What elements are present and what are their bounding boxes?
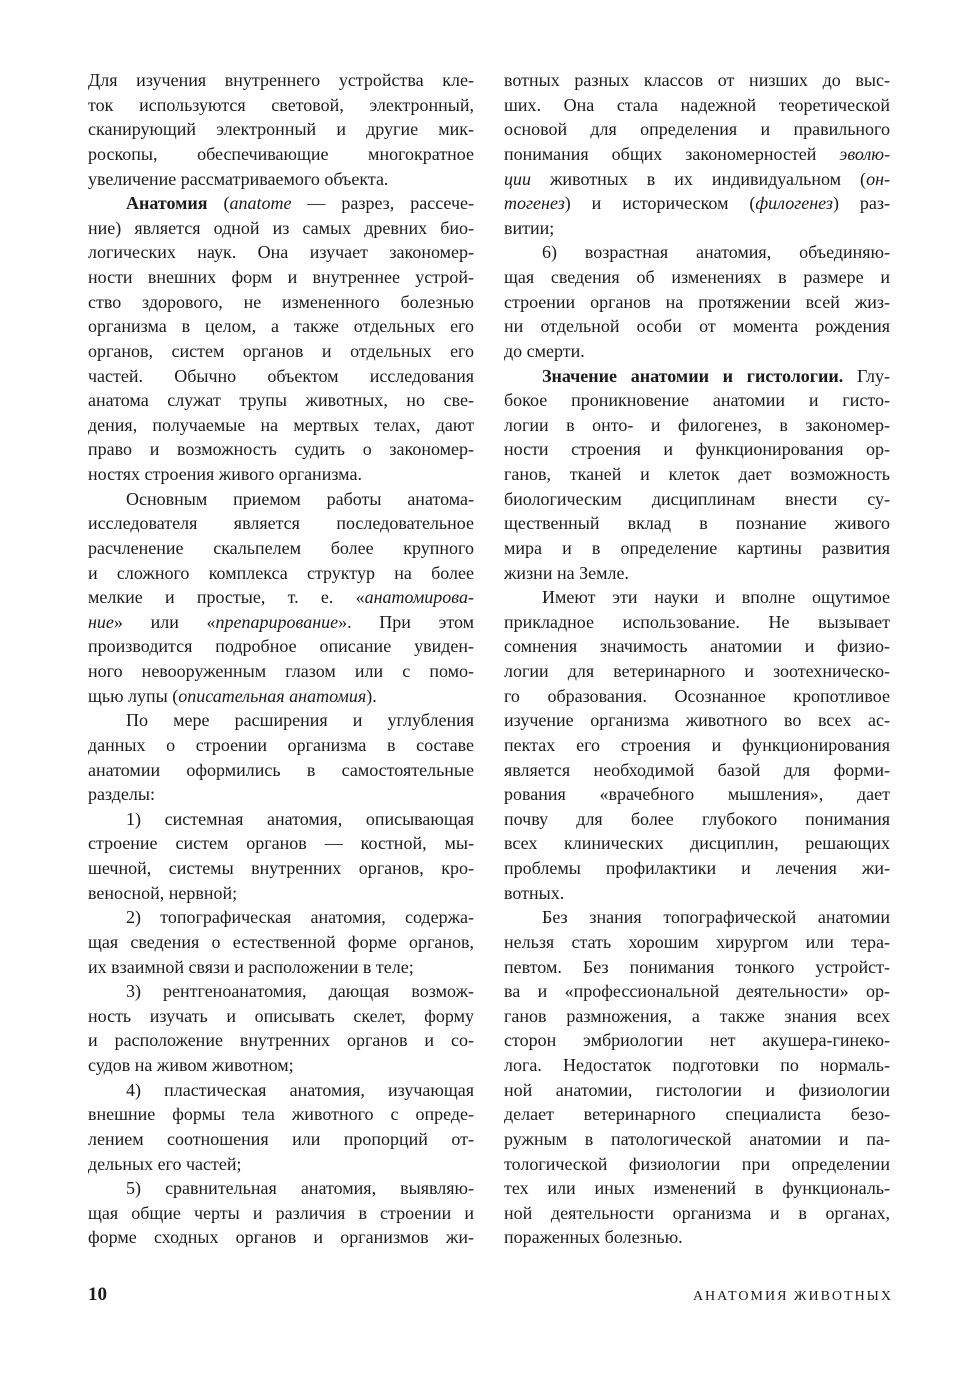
text-run: данных о строении организма в составе [88, 734, 474, 755]
text-line [88, 437, 474, 462]
text-run: По мере расширения и углубления [126, 710, 474, 731]
text-run: до смерти. [504, 340, 585, 361]
text-run: право и возможность судить о закономер- [88, 439, 474, 460]
text-run: роскопы, обеспечивающие многократное [88, 143, 474, 164]
text-line [88, 240, 474, 265]
text-run: щая сведения о естественной форме органов, [88, 931, 474, 952]
text-line [88, 216, 474, 241]
text-line [504, 758, 890, 783]
text-line [88, 1078, 474, 1103]
text-line [88, 388, 474, 413]
text-line [504, 339, 890, 364]
italic-text-run: ние [88, 611, 114, 632]
text-line [504, 536, 890, 561]
text-run: ( [223, 193, 230, 214]
text-line [504, 1053, 890, 1078]
text-line [88, 511, 474, 536]
text-line [504, 487, 890, 512]
text-line [88, 487, 474, 512]
text-line [88, 905, 474, 930]
text-line [504, 955, 890, 980]
text-run: основой для определения и правильного [504, 119, 890, 140]
text-line [504, 290, 890, 315]
text-line [504, 314, 890, 339]
text-line [88, 585, 474, 610]
text-run: исследователя является последовательное [88, 513, 474, 534]
text-run: 1) системная анатомия, описывающая [126, 808, 474, 829]
text-line [504, 708, 890, 733]
text-run: строение систем органов — костной, мы- [88, 833, 474, 854]
italic-text-run: ции [504, 168, 531, 189]
two-column-text [88, 68, 890, 1250]
text-line [504, 117, 890, 142]
text-line [88, 708, 474, 733]
text-run: ство здорового, не измененного болезнью [88, 291, 474, 312]
paragraph [88, 68, 474, 191]
text-run: витии; [504, 217, 555, 238]
text-line [88, 881, 474, 906]
text-run: тех или иных изменений в функциональ- [504, 1178, 890, 1199]
text-line [504, 511, 890, 536]
text-run: сканирующий электронный и другие мик- [88, 119, 474, 140]
text-run: расчленение скальпелем более крупного [88, 537, 474, 558]
text-run: логических наук. Она изучает закономер- [88, 242, 474, 263]
text-run: вотных. [504, 882, 565, 903]
paragraph [88, 487, 474, 709]
text-run: ). [366, 685, 377, 706]
text-run: 2) топографическая анатомия, содержа- [126, 907, 474, 928]
text-run: нельзя стать хорошим хирургом или тера- [504, 931, 890, 952]
text-line [88, 758, 474, 783]
text-run: анатомии оформились в самостоятельные [88, 759, 474, 780]
text-run: веносной, нервной; [88, 882, 238, 903]
text-line [504, 1176, 890, 1201]
text-run: пектах его строения и функционирования [504, 734, 890, 755]
text-run: пораженных болезнью. [504, 1227, 683, 1248]
text-run: дения, получаемые на мертвых телах, дают [88, 414, 474, 435]
running-title: АНАТОМИЯ ЖИВОТНЫХ [692, 1289, 893, 1304]
text-line [504, 437, 890, 462]
text-run: ние) является одной из самых древних био- [88, 217, 474, 238]
text-line [504, 1102, 890, 1127]
paragraph [88, 1176, 474, 1250]
text-line [504, 462, 890, 487]
text-line [504, 93, 890, 118]
text-line [504, 68, 890, 93]
text-run: почву для более глубокого понимания [504, 808, 890, 829]
left-column [88, 68, 474, 1250]
text-run: организма в целом, а также отдельных его [88, 316, 474, 337]
text-line [88, 314, 474, 339]
text-run: и сложного комплекса структур на более [88, 562, 474, 583]
text-run: бокое проникновение анатомии и гисто- [504, 390, 890, 411]
text-line [88, 684, 474, 709]
bold-text-run: Анатомия [126, 193, 224, 214]
text-run: шечной, системы внутренних органов, кро- [88, 858, 474, 878]
text-run: — разрез, рассече- [291, 193, 474, 214]
text-run: 3) рентгеноанатомия, дающая возмож- [126, 981, 474, 1002]
text-run: щая общие черты и различия в строении и [88, 1202, 474, 1223]
text-run: тологической физиологии при определении [504, 1153, 890, 1174]
paragraph [88, 708, 474, 807]
text-line [504, 364, 890, 389]
paragraph [504, 68, 890, 240]
text-line [88, 290, 474, 315]
text-run: 5) сравнительная анатомия, выявляю- [126, 1178, 474, 1199]
paragraph [504, 585, 890, 905]
text-line [88, 1053, 474, 1078]
text-line [88, 413, 474, 438]
text-line [88, 561, 474, 586]
text-run: увеличение рассматриваемого объекта. [88, 168, 389, 189]
paragraph [504, 364, 890, 586]
text-run: щью лупы ( [88, 685, 179, 706]
text-line [88, 1201, 474, 1226]
text-run: ность изучать и описывать скелет, форму [88, 1005, 474, 1026]
text-line [504, 240, 890, 265]
text-line [88, 536, 474, 561]
text-run: ности внешних форм и внутреннее устрой- [88, 267, 474, 287]
text-run: сомнения значимость анатомии и физио- [504, 636, 890, 657]
text-line [504, 856, 890, 881]
text-run: Глу- [843, 365, 890, 386]
text-line [88, 142, 474, 167]
text-run: биологическим дисциплинам внести су- [504, 488, 890, 509]
text-line [504, 1078, 890, 1103]
right-column [504, 68, 890, 1250]
text-line [504, 585, 890, 610]
text-line [504, 905, 890, 930]
text-run: ) и историческом ( [564, 193, 756, 214]
text-run: прикладное использование. Не вызывает [504, 611, 890, 632]
page-number: 10 [88, 1284, 107, 1305]
text-line [88, 1127, 474, 1152]
text-line [88, 1004, 474, 1029]
text-line [504, 142, 890, 167]
text-run: жизни на Земле. [504, 562, 629, 583]
text-line [504, 881, 890, 906]
text-run: ток используются световой, электронный, [88, 94, 474, 115]
paragraph [504, 240, 890, 363]
text-run: дельных его частей; [88, 1153, 242, 1174]
text-line [504, 684, 890, 709]
text-run: логии для ветеринарного и зоотехническо- [504, 661, 890, 681]
text-run: производится подробное описание увиден- [88, 636, 474, 657]
text-line [504, 634, 890, 659]
text-run: разделы: [88, 784, 155, 805]
text-run: » или « [113, 611, 216, 632]
italic-text-run: эволю- [839, 143, 890, 164]
text-run: ». При этом [338, 611, 474, 632]
text-run: щественный вклад в познание живого [504, 513, 890, 534]
page-footer [88, 1284, 893, 1306]
text-line [504, 782, 890, 807]
paragraph [88, 191, 474, 487]
text-run: и расположение внутренних органов и со- [88, 1030, 474, 1051]
italic-text-run: описательная анатомия [178, 685, 367, 706]
text-run: ной деятельности организма и в органах, [504, 1202, 890, 1223]
italic-text-run: филогенез [755, 193, 833, 214]
text-line [504, 807, 890, 832]
text-line [88, 265, 474, 290]
text-run: ганов, тканей и клеток дает возможность [504, 464, 890, 484]
text-run: ва и «профессиональной деятельности» ор- [504, 981, 890, 1002]
text-line [504, 979, 890, 1004]
text-line [504, 1152, 890, 1177]
text-run: судов на живом животном; [88, 1055, 294, 1075]
text-line [504, 191, 890, 216]
text-run: животных в их индивидуальном ( [531, 168, 867, 189]
text-line [88, 1225, 474, 1250]
text-run: всех клинических дисциплин, решающих [504, 833, 890, 854]
text-run: лога. Недостаток подготовки по нормаль- [504, 1055, 890, 1075]
text-run: ного невооруженным глазом или с помо- [88, 661, 474, 681]
text-run: ших. Она стала надежной теоретической [504, 94, 890, 115]
text-run: ной анатомии, гистологии и физиологии [504, 1079, 890, 1100]
text-line [88, 1028, 474, 1053]
bold-text-run: Значение анатомии и гистологии. [542, 365, 844, 386]
italic-text-run: anatome [229, 193, 292, 214]
text-line [88, 634, 474, 659]
text-line [88, 955, 474, 980]
text-run: логии в онто- и филогенез, в закономер- [504, 414, 890, 435]
text-run: их взаимной связи и расположении в теле; [88, 956, 414, 977]
text-run: 4) пластическая анатомия, изучающая [126, 1079, 474, 1100]
text-line [88, 117, 474, 142]
text-run: вотных разных классов от низших до выс- [504, 70, 890, 90]
text-run: является необходимой базой для форми- [504, 759, 890, 780]
text-line [504, 930, 890, 955]
text-run: органов, систем органов и отдельных его [88, 340, 474, 361]
text-run: частей. Обычно объектом исследования [88, 365, 474, 386]
text-line [88, 462, 474, 487]
text-line [504, 167, 890, 192]
text-run: изучение организма животного во всех ас- [504, 710, 890, 731]
text-line [504, 733, 890, 758]
text-line [88, 339, 474, 364]
text-line [88, 1152, 474, 1177]
text-line [504, 1004, 890, 1029]
text-line [88, 807, 474, 832]
text-line [88, 191, 474, 216]
text-line [88, 930, 474, 955]
text-line [504, 1127, 890, 1152]
paragraph [88, 1078, 474, 1177]
text-run: ганов размножения, а также знания всех [504, 1005, 890, 1026]
text-line [88, 1176, 474, 1201]
text-line [88, 1102, 474, 1127]
text-line [504, 413, 890, 438]
text-line [504, 659, 890, 684]
text-run: делает ветеринарного специалиста безо- [504, 1104, 890, 1125]
text-run: мира и в определение картины развития [504, 537, 890, 558]
text-run: внешние формы тела животного с опреде- [88, 1104, 474, 1125]
text-line [504, 1225, 890, 1250]
text-line [88, 93, 474, 118]
text-run: щая сведения об изменениях в размере и [504, 267, 890, 287]
text-line [88, 782, 474, 807]
italic-text-run: препарирование [215, 611, 339, 632]
paragraph [88, 979, 474, 1078]
text-run: 6) возрастная анатомия, объединяю- [542, 242, 890, 263]
text-run: ности строения и функционирования ор- [504, 439, 890, 460]
text-run: ностях строения живого организма. [88, 464, 362, 484]
text-run: рования «врачебного мышления», дает [504, 784, 890, 805]
text-line [88, 733, 474, 758]
text-run: лением соотношения или пропорций от- [88, 1128, 474, 1149]
text-line [504, 561, 890, 586]
text-line [88, 831, 474, 856]
paragraph [88, 905, 474, 979]
text-run: ) раз- [832, 193, 890, 214]
text-run: Имеют эти науки и вполне ощутимое [542, 587, 890, 608]
text-line [504, 1201, 890, 1226]
text-run: Без знания топографической анатомии [542, 907, 890, 928]
text-run: певтом. Без понимания тонкого устройст- [504, 956, 890, 977]
text-line [88, 68, 474, 93]
text-run: строении органов на протяжении всей жиз- [504, 291, 890, 312]
text-line [88, 856, 474, 881]
text-run: ни отдельной особи от момента рождения [504, 316, 890, 337]
text-line [504, 265, 890, 290]
text-run: форме сходных органов и организмов жи- [88, 1227, 474, 1248]
paragraph [504, 905, 890, 1250]
italic-text-run: тогенез [504, 193, 565, 214]
text-run: понимания общих закономерностей [504, 143, 840, 164]
italic-text-run: он- [866, 168, 890, 189]
text-line [504, 1028, 890, 1053]
text-line [504, 388, 890, 413]
paragraph [88, 807, 474, 906]
text-run: проблемы профилактики и лечения жи- [504, 858, 890, 878]
text-line [88, 364, 474, 389]
text-line [88, 979, 474, 1004]
text-run: ружным в патологической анатомии и па- [504, 1128, 890, 1149]
italic-text-run: анатомирова- [364, 587, 474, 608]
text-line [88, 167, 474, 192]
text-line [88, 659, 474, 684]
text-line [504, 610, 890, 635]
text-run: го образования. Осознанное кропотливое [504, 685, 890, 706]
text-line [504, 216, 890, 241]
text-line [504, 831, 890, 856]
text-run: Основным приемом работы анатома- [126, 488, 474, 509]
text-run: мелкие и простые, т. е. « [88, 587, 365, 608]
text-run: Для изучения внутреннего устройства кле- [88, 70, 474, 90]
text-run: анатома служат трупы животных, но све- [88, 390, 474, 411]
text-line [88, 610, 474, 635]
text-run: сторон эмбриологии нет акушера-гинеко- [504, 1030, 890, 1051]
